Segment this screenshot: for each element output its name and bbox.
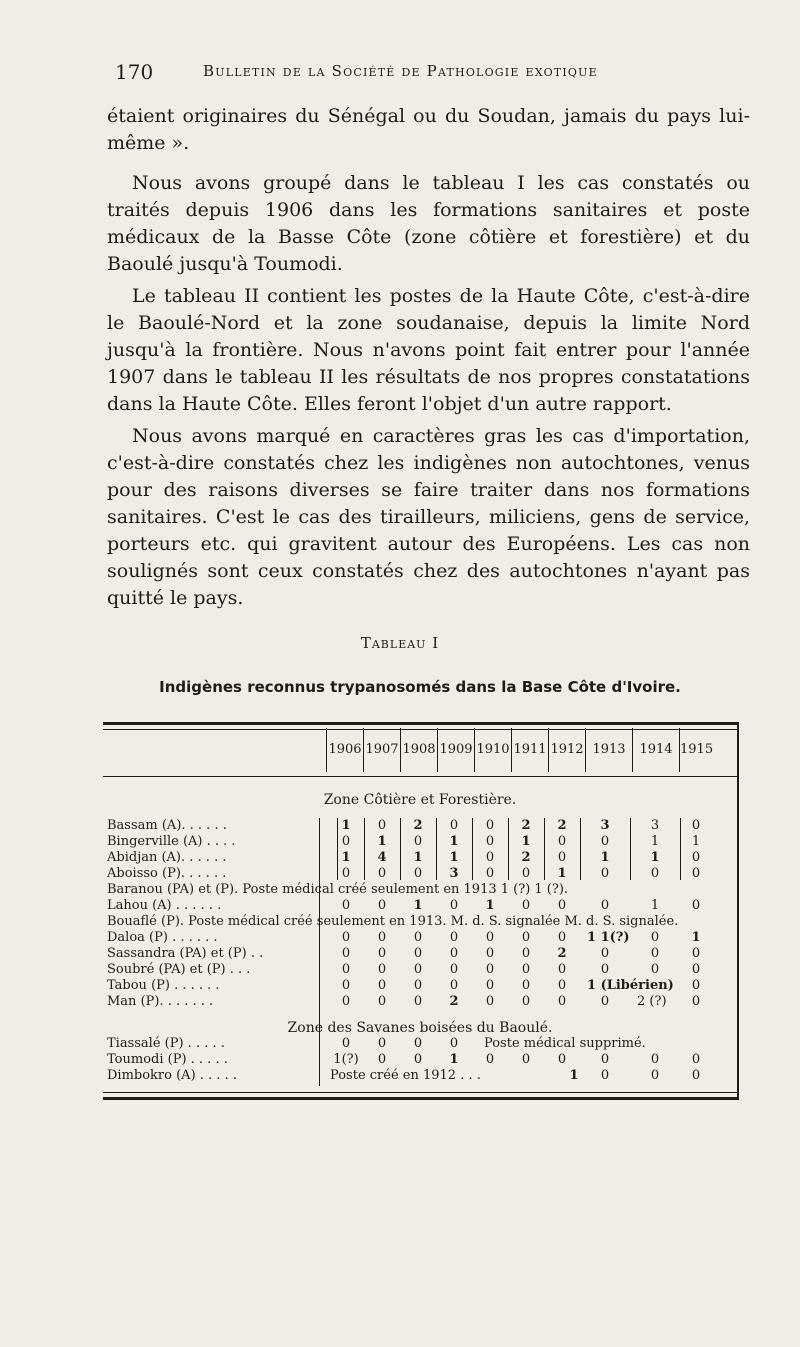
table-cell: 0 — [485, 818, 495, 833]
table-cell: 0 — [377, 1036, 387, 1051]
table-cell: 0 — [600, 962, 610, 977]
table-cell: 0 — [485, 850, 495, 865]
year-label: 1911 — [512, 728, 549, 772]
column-rule — [400, 818, 401, 880]
table-cell: 0 — [449, 930, 459, 945]
table-cell: 0 — [485, 1052, 495, 1067]
column-rule — [508, 818, 509, 880]
table-cell: 2 (?) — [637, 994, 667, 1009]
column-rule — [319, 818, 320, 1086]
table-cell: 1 — [341, 850, 351, 865]
table-cell: 0 — [377, 866, 387, 881]
row-note: Poste créé en 1912 . . . — [330, 1068, 481, 1083]
table-cell: 0 — [650, 1052, 660, 1067]
table-cell: 2 — [449, 994, 459, 1009]
table-cell: 0 — [600, 946, 610, 961]
row-note: Bouaflé (P). Poste médical créé seulement en 1913. M. d. S. signalée M. d. S. signalée. — [107, 914, 679, 929]
table-cell: 1 — [413, 850, 423, 865]
table-cell: 0 — [413, 1052, 423, 1067]
table-cell: 0 — [691, 1068, 701, 1083]
year-label: 1912 — [549, 728, 586, 772]
column-rule — [630, 818, 631, 880]
table-cell: 0 — [521, 898, 531, 913]
table-row — [0, 1052, 800, 1068]
table-row — [0, 978, 800, 994]
row-label: Man (P). . . . . . . — [107, 994, 214, 1009]
section-heading: Zone Côtière et Forestière. — [323, 792, 517, 808]
year-label: 1913 — [586, 728, 633, 772]
table-row — [0, 994, 800, 1010]
page-number: 170 — [115, 60, 154, 84]
section-heading: Zone des Savanes boisées du Baoulé. — [287, 1020, 553, 1036]
row-label: Abidjan (A). . . . . . — [107, 850, 227, 865]
table-cell: 0 — [600, 898, 610, 913]
table-cell: 0 — [600, 866, 610, 881]
table-cell: 1 — [377, 834, 387, 849]
year-header — [326, 728, 714, 772]
table-cell: 0 — [341, 946, 351, 961]
table-cell: 1 — [485, 898, 495, 913]
table-cell: 0 — [341, 994, 351, 1009]
year-label: 1909 — [438, 728, 475, 772]
row-label: Tabou (P) . . . . . . — [107, 978, 220, 993]
table-cell: 0 — [557, 850, 567, 865]
row-label: Soubré (PA) et (P) . . . — [107, 962, 251, 977]
table-title: Indigènes reconnus trypanosomés dans la Base Côte d'Ivoire. — [159, 678, 681, 696]
table-cell: 1 — [650, 898, 660, 913]
table-cell: 0 — [600, 1068, 610, 1083]
table-cell: 4 — [377, 850, 387, 865]
table-cell: 0 — [413, 866, 423, 881]
row-label: Daloa (P) . . . . . . — [107, 930, 218, 945]
table-cell: 1 — [449, 834, 459, 849]
column-rule — [364, 818, 365, 880]
table-cell: 0 — [650, 962, 660, 977]
row-label: Lahou (A) . . . . . . — [107, 898, 222, 913]
table-cell: 0 — [377, 946, 387, 961]
table-cell: 1 (Libérien) — [587, 978, 674, 993]
table-cell: 0 — [691, 978, 701, 993]
table-cell: 0 — [377, 994, 387, 1009]
table-cell: 0 — [485, 994, 495, 1009]
paragraph: Nous avons marqué en caractères gras les cas d'importation, c'est-à-dire constatés chez les indigènes non autochtones, venus pour des raisons diverses se faire traiter dans nos formations sanitaires. C'est le cas des tirailleurs, miliciens, gens de service, porteurs etc. qui gravitent autour des Européens. Les cas non soulignés sont ceux constatés chez des autochtones n'ayant pas quitté le pays. — [107, 425, 750, 609]
table-cell: 0 — [413, 946, 423, 961]
table-cell: 0 — [413, 930, 423, 945]
table-cell: 1 — [691, 930, 701, 945]
year-label: 1907 — [364, 728, 401, 772]
row-note: Poste médical supprimé. — [484, 1036, 646, 1051]
table-cell: 0 — [341, 866, 351, 881]
column-rule — [337, 818, 338, 880]
table-cell: 0 — [521, 930, 531, 945]
table-cell: 0 — [691, 818, 701, 833]
table-row — [0, 914, 800, 930]
table-row — [0, 882, 800, 898]
row-label: Toumodi (P) . . . . . — [107, 1052, 228, 1067]
table-cell: 0 — [485, 866, 495, 881]
table-cell: 0 — [413, 834, 423, 849]
table-cell: 0 — [557, 898, 567, 913]
table-cell: 0 — [413, 962, 423, 977]
table-cell: 3 — [650, 818, 660, 833]
row-note: Baranou (PA) et (P). Poste médical créé seulement en 1913 1 (?) 1 (?). — [107, 882, 569, 897]
table-cell: 0 — [521, 994, 531, 1009]
table-cell: 0 — [600, 834, 610, 849]
table-cell: 0 — [377, 978, 387, 993]
paragraph: Le tableau II contient les postes de la Haute Côte, c'est-à-dire le Baoulé-Nord et la zone soudanaise, depuis la limite Nord jusqu'à la frontière. Nous n'avons point fait entrer pour l'année 1907 dans le tableau II les résultats de nos propres constatations dans la Haute Côte. Elles feront l'objet d'un autre rapport. — [107, 285, 750, 415]
table-row — [0, 898, 800, 914]
row-label: Sassandra (PA) et (P) . . — [107, 946, 264, 961]
row-label: Tiassalé (P) . . . . . — [107, 1036, 225, 1051]
table-cell: 0 — [557, 994, 567, 1009]
paragraph: Nous avons groupé dans le tableau I les cas constatés ou traités depuis 1906 dans les formations sanitaires et poste médicaux de la Basse Côte (zone côtière et forestière) et du Baoulé jusqu'à Toumodi. — [107, 172, 750, 275]
year-label: 1910 — [475, 728, 512, 772]
table-cell: 0 — [341, 898, 351, 913]
table-cell: 0 — [650, 866, 660, 881]
table-cell: 0 — [600, 1052, 610, 1067]
table-cell: 0 — [377, 818, 387, 833]
table-cell: 0 — [557, 1052, 567, 1067]
table-cell: 1 — [650, 850, 660, 865]
table-cell: 0 — [691, 994, 701, 1009]
table-row — [0, 1068, 800, 1084]
header-rule — [103, 776, 737, 777]
table-cell: 0 — [449, 946, 459, 961]
column-rule — [680, 818, 681, 880]
table-cell: 0 — [449, 978, 459, 993]
table-cell: 0 — [485, 930, 495, 945]
table-row — [0, 962, 800, 978]
table-cell: 0 — [413, 1036, 423, 1051]
column-rule — [472, 818, 473, 880]
table-row — [0, 930, 800, 946]
paragraph: étaient originaires du Sénégal ou du Soudan, jamais du pays lui-même ». — [107, 105, 750, 154]
row-label: Dimbokro (A) . . . . . — [107, 1068, 237, 1083]
table-cell: 1 — [600, 850, 610, 865]
table-cell: 2 — [521, 818, 531, 833]
table-row — [0, 946, 800, 962]
table-cell: 0 — [691, 1052, 701, 1067]
column-rule — [544, 818, 545, 880]
table-cell: 1 — [449, 850, 459, 865]
table-cell: 0 — [377, 1052, 387, 1067]
table-cell: 0 — [521, 962, 531, 977]
table-cell: 0 — [650, 946, 660, 961]
column-rule — [436, 818, 437, 880]
row-label: Bassam (A). . . . . . — [107, 818, 227, 833]
table-row — [0, 1036, 800, 1052]
column-rule — [580, 818, 581, 880]
table-cell: 1 — [569, 1068, 579, 1083]
table-cell: 0 — [691, 866, 701, 881]
table-cell: 0 — [557, 930, 567, 945]
table-cell: 2 — [521, 850, 531, 865]
table-cell: 2 — [413, 818, 423, 833]
year-label: 1906 — [327, 728, 364, 772]
table-cell: 0 — [341, 930, 351, 945]
table-cell: 0 — [650, 1068, 660, 1083]
table-cell: 1 — [521, 834, 531, 849]
table-cell: 0 — [485, 946, 495, 961]
table-cell: 0 — [449, 898, 459, 913]
table-cell: 0 — [557, 978, 567, 993]
table-cell: 1(?) — [333, 1052, 359, 1067]
table-cell: 0 — [377, 962, 387, 977]
table-cell: 3 — [449, 866, 459, 881]
table-cell: 0 — [485, 834, 495, 849]
row-label: Bingerville (A) . . . . — [107, 834, 236, 849]
table-cell: 0 — [691, 946, 701, 961]
table-cell: 0 — [521, 866, 531, 881]
table-cell: 0 — [521, 978, 531, 993]
table-cell: 0 — [341, 962, 351, 977]
year-label: 1915 — [680, 742, 714, 757]
table-cell: 1 — [557, 866, 567, 881]
table-cell: 0 — [377, 930, 387, 945]
table-cell: 0 — [341, 1036, 351, 1051]
table-cell: 0 — [691, 962, 701, 977]
table-cell: 1 — [650, 834, 660, 849]
table-cell: 2 — [557, 818, 567, 833]
table-cell: 0 — [449, 1036, 459, 1051]
table-cell: 0 — [557, 834, 567, 849]
table-cell: 1 — [449, 1052, 459, 1067]
table-cell: 0 — [413, 978, 423, 993]
table-cell: 1 1(?) — [587, 930, 630, 945]
table-cell: 0 — [449, 818, 459, 833]
table-cell: 2 — [557, 946, 567, 961]
table-cell: 0 — [650, 930, 660, 945]
row-label: Aboisso (P). . . . . . — [107, 866, 227, 881]
year-label: 1908 — [401, 728, 438, 772]
table-cell: 0 — [600, 994, 610, 1009]
table-cell: 1 — [691, 834, 701, 849]
table-cell: 0 — [341, 834, 351, 849]
year-label: 1914 — [633, 728, 680, 772]
table-cell: 1 — [341, 818, 351, 833]
table-cell: 0 — [521, 1052, 531, 1067]
table-cell: 0 — [485, 978, 495, 993]
table-cell: 1 — [413, 898, 423, 913]
table-cell: 0 — [485, 962, 495, 977]
table-cell: 0 — [449, 962, 459, 977]
table-cell: 0 — [413, 994, 423, 1009]
table-cell: 0 — [341, 978, 351, 993]
table-number: Tableau I — [360, 634, 440, 652]
table-cell: 3 — [600, 818, 610, 833]
table-cell: 0 — [557, 962, 567, 977]
running-head: Bulletin de la Société de Pathologie exotique — [203, 62, 598, 80]
table-cell: 0 — [691, 850, 701, 865]
table-cell: 0 — [521, 946, 531, 961]
table-cell: 0 — [691, 898, 701, 913]
table-cell: 0 — [377, 898, 387, 913]
